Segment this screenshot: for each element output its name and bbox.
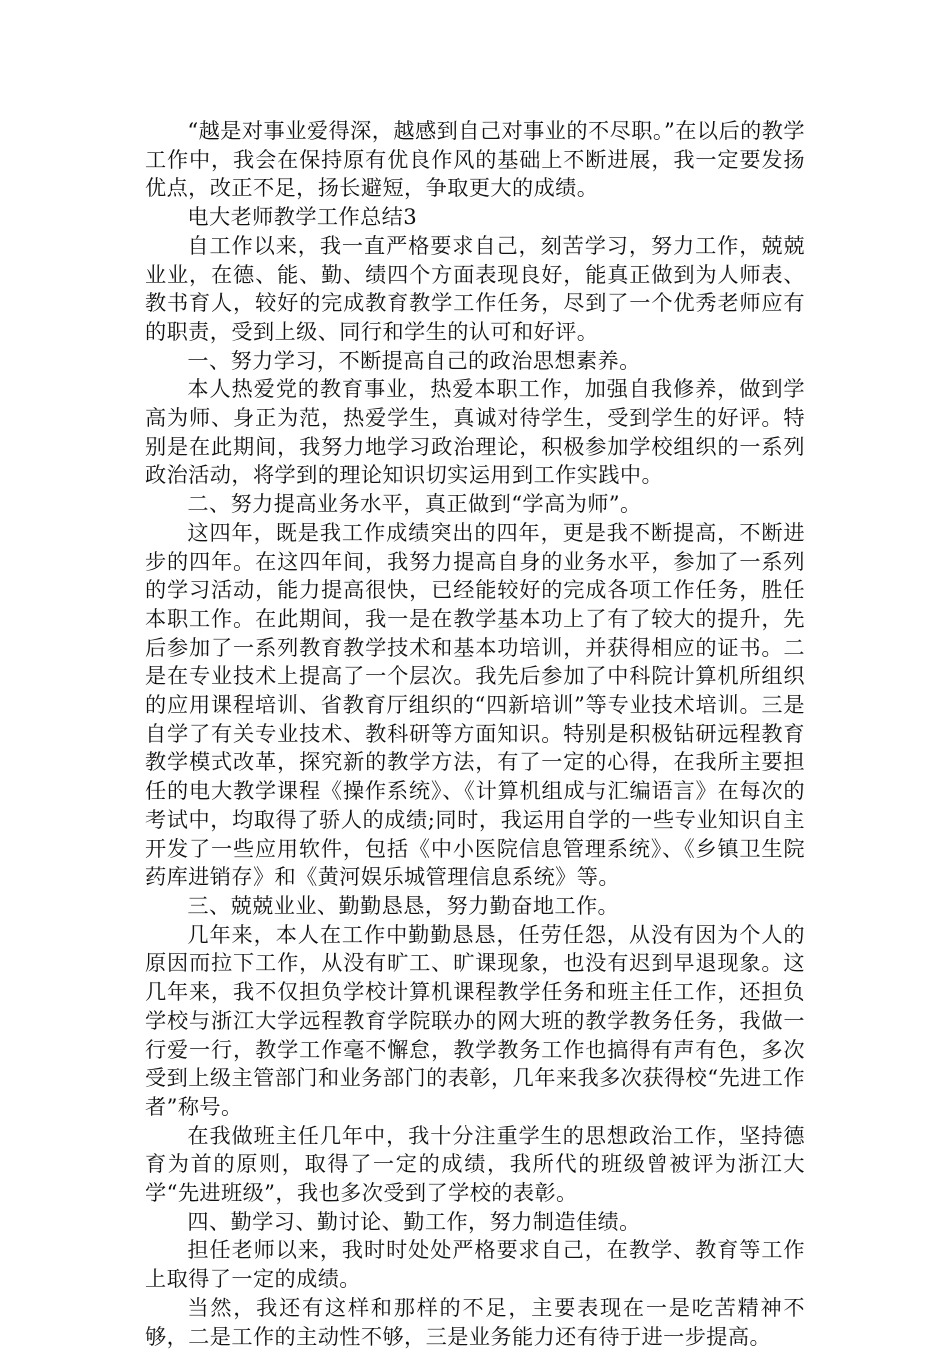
document-body (145, 117, 805, 1351)
paragraph-closing-quote: “越是对事业爱得深，越感到自己对事业的不尽职。”在以后的教学工作中，我会在保持原有优良作风的基础上不断进展，我一定要发扬优点，改正不足，扬长避短，争取更大的成绩。 (145, 118, 805, 201)
heading-two: 二、努力提高业务水平，真正做到“学高为师”。 (187, 491, 642, 517)
heading-four: 四、勤学习、勤讨论、勤工作，努力制造佳绩。 (187, 1208, 641, 1234)
section-title: 电大老师教学工作总结3 (187, 204, 418, 230)
paragraph-professional: 这四年，既是我工作成绩突出的四年，更是我不断提高，不断进步的四年。在这四年间，我努力提高自身的业务水平，参加了一系列的学习活动，能力提高很快，已经能较好的完成各项工作任务，胜任本职工作。在此期间，我一是在教学基本功上了有了较大的提升，先后参加了一系列教育教学技术和基本功培训，并获得相应的证书。二是在专业技术上提高了一个层次。我先后参加了中科院计算机所组织的应用课程培训、省教育厅组织的“四新培训”等专业技术培训。三是自学了有关专业技术、教科研等方面知识。特别是积极钻研远程教育教学模式改革，探究新的教学方法，有了一定的心得，在我所主要担任的电大教学课程《操作系统》、《计算机组成与汇编语言》在每次的考试中，均取得了骄人的成绩;同时，我运用自学的一些专业知识自主开发了一些应用软件，包括《中小医院信息管理系统》、《乡镇卫生院药库进销存》和《黄河娱乐城管理信息系统》等。 (145, 519, 805, 890)
paragraph-intro: 自工作以来，我一直严格要求自己，刻苦学习，努力工作，兢兢业业，在德、能、勤、绩四个方面表现良好，能真正做到为人师表、教书育人，较好的完成教育教学工作任务，尽到了一个优秀老师应有的职责，受到上级、同行和学生的认可和好评。 (145, 232, 805, 344)
paragraph-achievements: 担任老师以来，我时时处处严格要求自己，在教学、教育等工作上取得了一定的成绩。 (145, 1237, 805, 1292)
paragraph-class-teacher: 在我做班主任几年中，我十分注重学生的思想政治工作，坚持德育为首的原则，取得了一定的成绩，我所代的班级曾被评为浙江大学“先进班级”，我也多次受到了学校的表彰。 (145, 1122, 805, 1206)
paragraph-political: 本人热爱党的教育事业，热爱本职工作，加强自我修养，做到学高为师、身正为范，热爱学生，真诚对待学生，受到学生的好评。特别是在此期间，我努力地学习政治理论，积极参加学校组织的一系列政治活动，将学到的理论知识切实运用到工作实践中。 (145, 376, 805, 488)
paragraph-diligence: 几年来，本人在工作中勤勤恳恳，任劳任怨，从没有因为个人的原因而拉下工作，从没有旷工、旷课现象，也没有迟到早退现象。这几年来，我不仅担负学校计算机课程教学任务和班主任工作，还担负学校与浙江大学远程教育学院联办的网大班的教学教务任务，我做一行爱一行，教学工作毫不懈怠，教学教务工作也搞得有声有色，多次受到上级主管部门和业务部门的表彰，几年来我多次获得校“先进工作者”称号。 (145, 921, 805, 1119)
paragraph-shortcomings: 当然，我还有这样和那样的不足，主要表现在一是吃苦精神不够，二是工作的主动性不够，三是业务能力还有待于进一步提高。 (145, 1294, 805, 1349)
heading-three: 三、兢兢业业、勤勤恳恳，努力勤奋地工作。 (187, 892, 620, 918)
heading-one: 一、努力学习，不断提高自己的政治思想素养。 (187, 347, 641, 373)
